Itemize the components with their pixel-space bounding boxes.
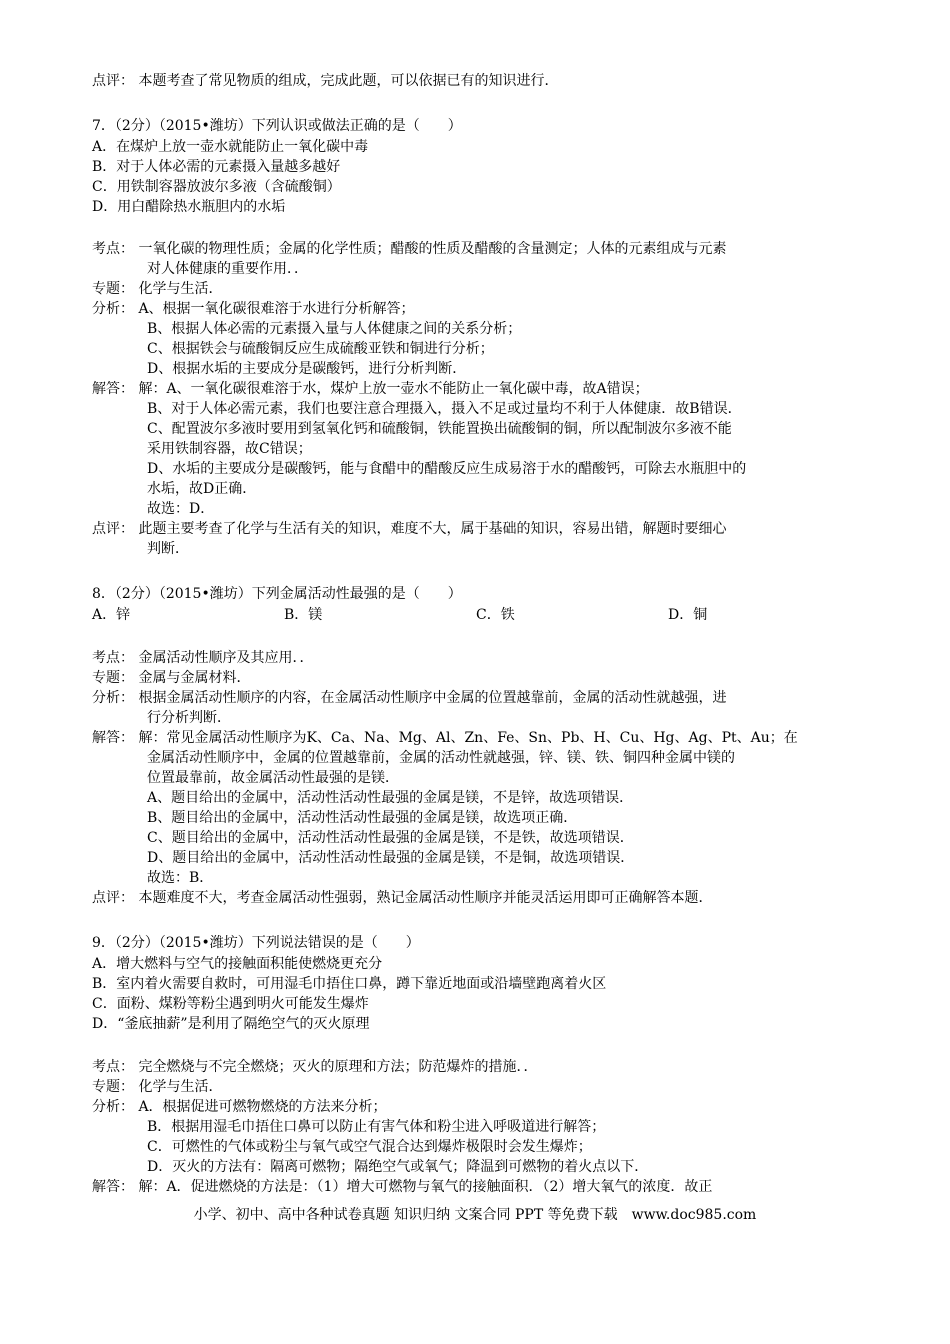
q9-fenxi: 分析： A．根据促进可燃物燃烧的方法来分析； <box>92 1099 387 1115</box>
q9-option-a: A．增大燃料与空气的接触面积能使燃烧更充分 <box>92 956 383 972</box>
q7-kaodian: 考点： 一氧化碳的物理性质；金属的化学性质；醋酸的性质及醋酸的含量测定；人体的元素组成与元素 <box>92 241 727 257</box>
previous-comment: 点评： 本题考查了常见物质的组成，完成此题，可以依据已有的知识进行． <box>92 73 559 89</box>
q7-dianping: 点评： 此题主要考查了化学与生活有关的知识，难度不大，属于基础的知识，容易出错，解题时要细心 <box>92 521 727 537</box>
q9-option-b: B．室内着火需要自救时，可用湿毛巾捂住口鼻，蹲下靠近地面或沿墙壁跑离着火区 <box>92 976 607 992</box>
q7-zhuanti: 专题： 化学与生活． <box>92 281 223 297</box>
q9-fenxi-b: B．根据用湿毛巾捂住口鼻可以防止有害气体和粉尘进入呼吸道进行解答； <box>147 1119 606 1135</box>
q7-fenxi: 分析： A、根据一氧化碳很难溶于水进行分析解答； <box>92 301 415 317</box>
q8-kaodian: 考点： 金属活动性顺序及其应用．． <box>92 650 314 666</box>
q8-jieda-d: D、题目给出的金属中，活动性活动性最强的金属是镁，不是铜，故选项错误． <box>147 850 635 866</box>
q8-option-b: B．镁 <box>284 607 323 623</box>
q7-fenxi-b: B、根据人体必需的元素摄入量与人体健康之间的关系分析； <box>147 321 522 337</box>
q8-jieda-cont1: 金属活动性顺序中，金属的位置越靠前，金属的活动性就越强，锌、镁、铁、铜四种金属中镁的 <box>147 750 735 766</box>
q7-dianping-cont: 判断． <box>147 541 189 557</box>
q8-option-a: A．锌 <box>92 607 131 623</box>
q7-kaodian-cont: 对人体健康的重要作用．． <box>147 261 308 277</box>
q8-jieda-b: B、题目给出的金属中，活动性活动性最强的金属是镁，故选项正确． <box>147 810 578 826</box>
q7-option-c: C．用铁制容器放波尔多液（含硫酸铜） <box>92 179 341 195</box>
q8-dianping: 点评： 本题难度不大，考查金属活动性强弱，熟记金属活动性顺序并能灵活运用即可正确解答本题． <box>92 890 713 906</box>
q7-jieda-c: C、配置波尔多液时要用到氢氧化钙和硫酸铜，铁能置换出硫酸铜的铜，所以配制波尔多液不能 <box>147 421 732 437</box>
page-footer: 小学、初中、高中各种试卷真题 知识归纳 文案合同 PPT 等免费下载 www.doc985.com <box>193 1207 757 1223</box>
q7-jieda-b: B、对于人体必需元素，我们也要注意合理摄入，摄入不足或过量均不利于人体健康．故B错误． <box>147 401 742 417</box>
q7-jieda-d-cont: 水垢，故D正确． <box>147 481 257 497</box>
q7-fenxi-d: D、根据水垢的主要成分是碳酸钙，进行分析判断． <box>147 361 467 377</box>
q9-fenxi-d: D．灭火的方法有：隔离可燃物；隔绝空气或氧气；降温到可燃物的着火点以下． <box>147 1159 649 1175</box>
q8-answer: 故选：B． <box>147 870 214 886</box>
q8-jieda: 解答： 解：常见金属活动性顺序为K、Ca、Na、Mg、Al、Zn、Fe、Sn、Pb、H、Cu、Hg、Ag、Pt、Au；在 <box>92 730 798 746</box>
q7-stem: 7．（2分）（2015•潍坊）下列认识或做法正确的是（ ） <box>92 118 462 134</box>
q7-answer: 故选：D． <box>147 501 215 517</box>
q7-jieda: 解答： 解：A、一氧化碳很难溶于水，煤炉上放一壶水不能防止一氧化碳中毒，故A错误； <box>92 381 649 397</box>
q7-option-a: A．在煤炉上放一壶水就能防止一氧化碳中毒 <box>92 139 369 155</box>
q8-option-d: D．铜 <box>668 607 708 623</box>
q8-jieda-c: C、题目给出的金属中，活动性活动性最强的金属是镁，不是铁，故选项错误． <box>147 830 634 846</box>
q8-option-c: C．铁 <box>476 607 515 623</box>
q8-fenxi-cont: 行分析判断． <box>147 710 231 726</box>
q7-option-d: D．用白醋除热水瓶胆内的水垢 <box>92 199 286 215</box>
q9-option-c: C．面粉、煤粉等粉尘遇到明火可能发生爆炸 <box>92 996 369 1012</box>
q9-stem: 9．（2分）（2015•潍坊）下列说法错误的是（ ） <box>92 935 420 951</box>
q9-fenxi-c: C．可燃性的气体或粉尘与氧气或空气混合达到爆炸极限时会发生爆炸； <box>147 1139 592 1155</box>
q9-jieda: 解答： 解：A．促进燃烧的方法是：（1）增大可燃物与氧气的接触面积．（2）增大氧气的浓度．故正 <box>92 1179 713 1195</box>
q7-jieda-c-cont: 采用铁制容器，故C错误； <box>147 441 312 457</box>
q8-jieda-cont2: 位置最靠前，故金属活动性最强的是镁． <box>147 770 399 786</box>
q8-jieda-a: A、题目给出的金属中，活动性活动性最强的金属是镁，不是锌，故选项错误． <box>147 790 634 806</box>
q7-jieda-d: D、水垢的主要成分是碳酸钙，能与食醋中的醋酸反应生成易溶于水的醋酸钙，可除去水瓶胆中的 <box>147 461 747 477</box>
q9-option-d: D．“釜底抽薪”是利用了隔绝空气的灭火原理 <box>92 1016 370 1032</box>
q8-zhuanti: 专题： 金属与金属材料． <box>92 670 251 686</box>
q9-zhuanti: 专题： 化学与生活． <box>92 1079 223 1095</box>
q7-option-b: B．对于人体必需的元素摄入量越多越好 <box>92 159 341 175</box>
q7-fenxi-c: C、根据铁会与硫酸铜反应生成硫酸亚铁和铜进行分析； <box>147 341 494 357</box>
q9-kaodian: 考点： 完全燃烧与不完全燃烧；灭火的原理和方法；防范爆炸的措施．． <box>92 1059 538 1075</box>
q8-fenxi: 分析： 根据金属活动性顺序的内容，在金属活动性顺序中金属的位置越靠前，金属的活动性就越强，进 <box>92 690 727 706</box>
q8-stem: 8．（2分）（2015•潍坊）下列金属活动性最强的是（ ） <box>92 586 462 602</box>
